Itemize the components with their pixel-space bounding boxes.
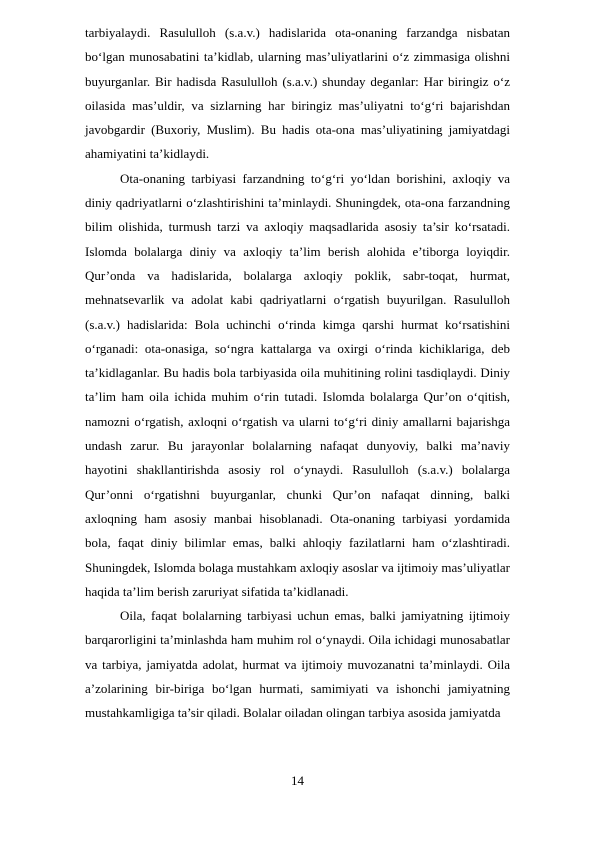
page-number: 14 (291, 773, 304, 788)
paragraph-family-society: Oila, faqat bolalarning tarbiyasi uchun emas, balki jamiyatning ijtimoiy barqarorligini ta’minlashda ham muhim rol o‘ynaydi. Oila ichidagi munosabatlar va tarbiya, jamiyatda adolat, hurmat va ijtimoiy muvozanatni ta’minlaydi. Oila a’zolarining bir-biriga bo‘lgan hurmati, samimiyati va ishonchi jamiyatning mustahkamligiga ta’sir qiladi. Bolalar oiladan olingan tarbiya asosida jamiyatda (85, 608, 510, 721)
body-text (85, 21, 510, 726)
paragraph-continuation: tarbiyalaydi. Rasululloh (s.a.v.) hadislarida ota-onaning farzandga nisbatan bo‘lgan munosabatini ta’kidlab, ularning mas’uliyatlarini o‘z zimmasiga olishni buyurganlar. Bir hadisda Rasululloh (s.a.v.) shunday deganlar: Har biringiz o‘z oilasida mas’uldir, va sizlarning har biringiz mas’uliyatni to‘g‘ri bajarishdan javobgardir (Buxoriy, Muslim). Bu hadis ota-ona mas’uliyatining jamiyatdagi ahamiyatini ta’kidlaydi. (85, 25, 510, 162)
paragraph-parental-upbringing: Ota-onaning tarbiyasi farzandning to‘g‘ri yo‘ldan borishini, axloqiy va diniy qadriyatlarni o‘zlashtirishini ta’minlaydi. Shuningdek, ota-ona farzandning bilim olishida, turmush tarzi va axloqiy maqsadlarida asosiy ta’sir ko‘rsatadi. Islomda bolalarga diniy va axloqiy ta’lim berish alohida e’tiborga loyiqdir. Qur’onda va hadislarida, bolalarga axloqiy poklik, sabr-toqat, hurmat, mehnatsevarlik va adolat kabi qadriyatlarni o‘rgatish buyurilgan. Rasululloh (s.a.v.) hadislarida: Bola uchinchi o‘rinda kimga qarshi hurmat ko‘rsatishini o‘rganadi: ota-onasiga, so‘ngra kattalarga va oxirgi o‘rinda kichiklariga, deb ta’kidlaganlar. Bu hadis bola tarbiyasida oila muhitining rolini tasdiqlaydi. Diniy ta’lim ham oila ichida muhim o‘rin tutadi. Islomda bolalarga Qur’on o‘qitish, namozni o‘rgatish, axloqni o‘rgatish va ularni to‘g‘ri diniy amallarni bajarishga undash zarur. Bu jarayonlar bolalarning nafaqat dunyoviy, balki ma’naviy hayotini shakllantirishda asosiy rol o‘ynaydi. Rasululloh (s.a.v.) bolalarga Qur’onni o‘rgatishni buyurganlar, chunki Qur’on nafaqat dinning, balki axloqning ham asosiy manbai hisoblanadi. Ota-onaning tarbiyasi yordamida bola, faqat diniy bilimlar emas, balki ahloqiy fazilatlarni ham o‘zlashtiradi. Shuningdek, Islomda bolaga mustahkam axloqiy asoslar va ijtimoiy mas’uliyatlar haqida ta’lim berish zaruriyat sifatida ta’kidlanadi. (85, 170, 510, 599)
